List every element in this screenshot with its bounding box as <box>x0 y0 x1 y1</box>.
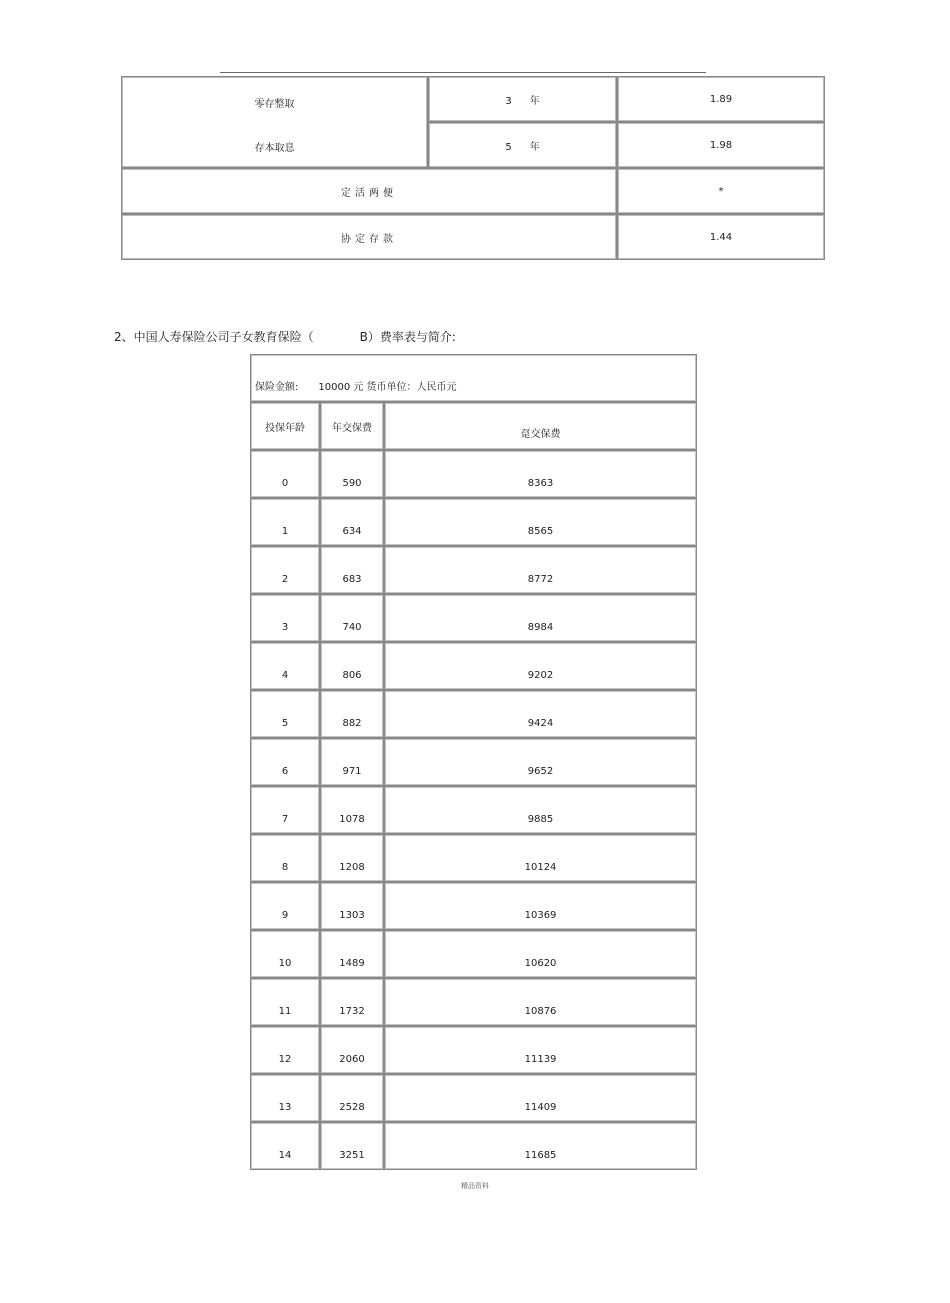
heading-prefix: 2、中国人寿保险公司子女教育保险（ <box>114 330 314 344</box>
section-heading <box>114 328 456 345</box>
annual-premium-cell: 3251 <box>320 1122 384 1170</box>
single-premium-cell: 11139 <box>384 1026 697 1074</box>
deposit-row <box>121 76 825 122</box>
table-row <box>250 546 697 594</box>
single-premium-cell: 10124 <box>384 834 697 882</box>
single-premium-cell: 8984 <box>384 594 697 642</box>
rate-cell: * <box>617 168 825 214</box>
table-row <box>250 930 697 978</box>
table-row <box>250 1026 697 1074</box>
table-row <box>250 690 697 738</box>
annual-premium-cell: 1489 <box>320 930 384 978</box>
table-row <box>250 882 697 930</box>
age-cell: 6 <box>250 738 320 786</box>
single-premium-cell: 8363 <box>384 450 697 498</box>
table-row <box>250 594 697 642</box>
single-premium-cell: 8565 <box>384 498 697 546</box>
deposit-row <box>121 168 825 214</box>
table-row <box>250 450 697 498</box>
deposit-rate-table <box>121 76 825 260</box>
agreement-deposit-label: 协定存款 <box>121 214 617 260</box>
header-single-premium: 趸交保费 <box>384 402 697 450</box>
header-row <box>250 402 697 450</box>
annual-premium-cell: 1732 <box>320 978 384 1026</box>
term-number: 5 <box>505 141 512 153</box>
term-cell <box>428 122 617 168</box>
lump-label-1: 零存整取 <box>254 99 295 110</box>
annual-premium-cell: 740 <box>320 594 384 642</box>
deposit-row <box>121 214 825 260</box>
age-cell: 1 <box>250 498 320 546</box>
lump-sum-cell <box>121 76 428 168</box>
header-annual-premium: 年交保费 <box>320 402 384 450</box>
age-cell: 10 <box>250 930 320 978</box>
single-premium-cell: 10876 <box>384 978 697 1026</box>
single-premium-cell: 11409 <box>384 1074 697 1122</box>
age-cell: 5 <box>250 690 320 738</box>
table-row <box>250 834 697 882</box>
single-premium-cell: 9202 <box>384 642 697 690</box>
table-row <box>250 738 697 786</box>
flexible-deposit-label: 定活两便 <box>121 168 617 214</box>
annual-premium-cell: 2060 <box>320 1026 384 1074</box>
coverage-amount: 10000 元 货币单位：人民币元 <box>318 381 457 393</box>
annual-premium-cell: 1208 <box>320 834 384 882</box>
age-cell: 4 <box>250 642 320 690</box>
annual-premium-cell: 882 <box>320 690 384 738</box>
single-premium-cell: 8772 <box>384 546 697 594</box>
footer-text: 精品资料 <box>461 1182 489 1190</box>
table-row <box>250 642 697 690</box>
age-cell: 2 <box>250 546 320 594</box>
rate-cell: 1.98 <box>617 122 825 168</box>
header-age: 投保年龄 <box>250 402 320 450</box>
lump-label-2: 存本取息 <box>254 143 295 154</box>
single-premium-cell: 9424 <box>384 690 697 738</box>
insurance-rows <box>250 450 697 1170</box>
annual-premium-cell: 2528 <box>320 1074 384 1122</box>
age-cell: 9 <box>250 882 320 930</box>
age-cell: 0 <box>250 450 320 498</box>
heading-plan: B <box>359 330 368 344</box>
single-premium-cell: 11685 <box>384 1122 697 1170</box>
age-cell: 13 <box>250 1074 320 1122</box>
rate-cell: 1.44 <box>617 214 825 260</box>
table-row <box>250 786 697 834</box>
table-row <box>250 1122 697 1170</box>
annual-premium-cell: 971 <box>320 738 384 786</box>
single-premium-cell: 10620 <box>384 930 697 978</box>
age-cell: 11 <box>250 978 320 1026</box>
insurance-rate-table <box>250 354 697 1170</box>
coverage-label: 保险金额: <box>255 381 299 393</box>
age-cell: 3 <box>250 594 320 642</box>
coverage-info-cell <box>250 354 697 402</box>
annual-premium-cell: 1078 <box>320 786 384 834</box>
info-row <box>250 354 697 402</box>
table-row <box>250 978 697 1026</box>
annual-premium-cell: 683 <box>320 546 384 594</box>
term-cell <box>428 76 617 122</box>
age-cell: 14 <box>250 1122 320 1170</box>
annual-premium-cell: 590 <box>320 450 384 498</box>
term-unit: 年 <box>529 95 540 107</box>
age-cell: 8 <box>250 834 320 882</box>
table-row <box>250 498 697 546</box>
top-rule <box>220 72 706 73</box>
annual-premium-cell: 806 <box>320 642 384 690</box>
single-premium-cell: 10369 <box>384 882 697 930</box>
term-number: 3 <box>505 95 512 107</box>
table-row <box>250 1074 697 1122</box>
single-premium-cell: 9652 <box>384 738 697 786</box>
rate-cell: 1.89 <box>617 76 825 122</box>
heading-suffix: ）费率表与简介: <box>367 330 456 344</box>
age-cell: 7 <box>250 786 320 834</box>
annual-premium-cell: 1303 <box>320 882 384 930</box>
term-unit: 年 <box>529 141 540 153</box>
age-cell: 12 <box>250 1026 320 1074</box>
single-premium-cell: 9885 <box>384 786 697 834</box>
annual-premium-cell: 634 <box>320 498 384 546</box>
